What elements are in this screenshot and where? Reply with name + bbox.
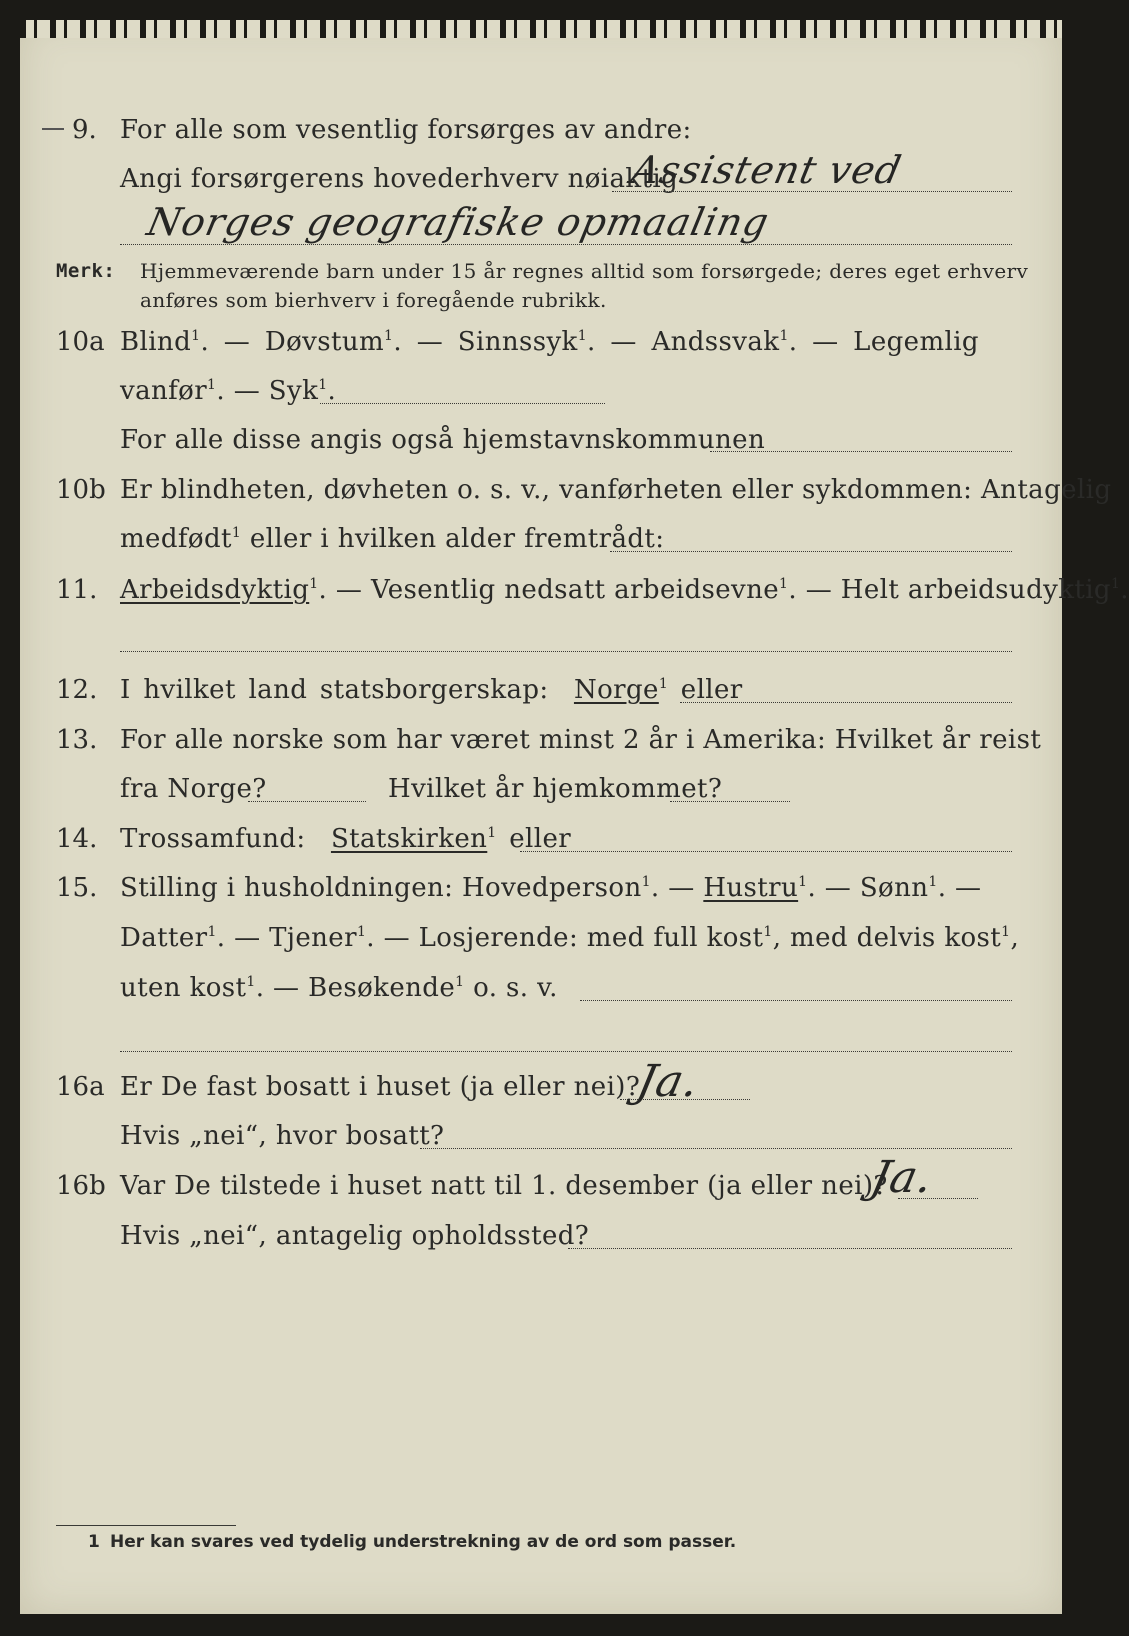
q13-line2a: fra Norge? <box>120 774 267 804</box>
q15-number: 15. <box>56 873 98 903</box>
q9-answer-line2 <box>120 244 1012 245</box>
q12-norge-underlined: Norge <box>573 675 659 705</box>
q12-line: I hvilket land statsborgerskap: Norge$^1$ eller <box>120 675 743 705</box>
q15-answer-line1 <box>580 1000 1012 1001</box>
q16a-line2: Hvis „nei“, hvor bosatt? <box>120 1121 445 1151</box>
q15-line1: Stilling i husholdningen: Hovedperson$^1$. — Hustru$^1$. — Sønn$^1$. — <box>120 873 982 903</box>
q16b-number: 16b <box>56 1171 106 1201</box>
q15-line2: Datter$^1$. — Tjener$^1$. — Losjerende: med full kost$^1$, med delvis kost$^1$, <box>120 923 1020 953</box>
q14-number: 14. <box>56 824 98 854</box>
q15-line3: uten kost$^1$. — Besøkende$^1$ o. s. v. <box>120 973 558 1003</box>
q10b-answer-line <box>610 551 1012 552</box>
q16b-line1: Var De tilstede i huset natt til 1. desember (ja eller nei)? <box>120 1171 888 1201</box>
q14-statskirken-underlined: Statskirken <box>330 824 488 854</box>
q15-hustru-underlined: Hustru <box>703 873 799 903</box>
footnote-text: Her kan svares ved tydelig understrekning av de ord som passer. <box>110 1532 737 1552</box>
footnote-number: 1 <box>88 1532 100 1552</box>
q14-answer-line <box>520 851 1012 852</box>
q10b-line1: Er blindheten, døvheten o. s. v., vanførheten eller sykdommen: Antagelig <box>120 475 1112 505</box>
q16a-number: 16a <box>56 1072 105 1102</box>
q10a-hjemstavn-line <box>710 451 1012 452</box>
q16a-handwritten-answer: Ja. <box>632 1056 705 1107</box>
q10a-syk-line <box>320 403 605 404</box>
q11-arbeidsdyktig-underlined: Arbeidsdyktig <box>120 575 310 605</box>
q12-number: 12. <box>56 675 98 705</box>
census-form-page <box>20 20 1129 1614</box>
q11-answer-line <box>120 651 1012 652</box>
q9-number: 9. <box>72 115 97 145</box>
q10a-line3: For alle disse angis også hjemstavnskommunen <box>120 425 766 455</box>
q9-handwritten-answer1: Assistent ved <box>627 148 906 192</box>
merk-line1: Hjemmeværende barn under 15 år regnes alltid som forsørgede; deres eget erhverv <box>140 259 1029 283</box>
q16b-opholdssted-line <box>568 1248 1012 1249</box>
q15-answer-line2 <box>120 1051 1012 1052</box>
q14-line: Trossamfund: Statskirken$^1$ eller <box>120 824 572 854</box>
q11-number: 11. <box>56 575 98 605</box>
q16a-line1: Er De fast bosatt i huset (ja eller nei)? <box>120 1072 641 1102</box>
q13-line1: For alle norske som har været minst 2 år i Amerika: Hvilket år reist <box>120 725 1042 755</box>
q9-handwritten-answer2: Norges geografiske opmaaling <box>143 200 774 244</box>
q13-line2b: Hvilket år hjemkommet? <box>388 774 723 804</box>
merk-label: Merk: <box>56 260 116 282</box>
merk-line2: anføres som bierhverv i foregående rubrikk. <box>140 288 607 312</box>
q11-line: Arbeidsdyktig$^1$. — Vesentlig nedsatt arbeidsevne$^1$. — Helt arbeidsudyktig$^1$. <box>120 575 1129 605</box>
q10a-number: 10a <box>56 327 105 357</box>
q13-reist-line <box>248 801 366 802</box>
q9-line1: For alle som vesentlig forsørges av andre: <box>120 115 692 145</box>
q13-number: 13. <box>56 725 98 755</box>
q16a-bosatt-line <box>420 1148 1012 1149</box>
q12-answer-line <box>680 702 1012 703</box>
footnote-rule <box>56 1525 236 1526</box>
q10a-line2: vanfør$^1$. — Syk$^1$. <box>120 376 337 406</box>
q13-hjemkommet-line <box>670 801 790 802</box>
q10b-number: 10b <box>56 475 106 505</box>
pencil-tick-mark <box>42 128 64 130</box>
q10b-line2: medfødt$^1$ eller i hvilken alder fremtrådt: <box>120 524 665 554</box>
q9-line2: Angi forsørgerens hovederhverv nøiaktig <box>120 164 679 194</box>
q10a-line1: Blind$^1$. — Døvstum$^1$. — Sinnssyk$^1$. — Andssvak$^1$. — Legemlig <box>120 327 979 357</box>
torn-top-edge <box>20 20 1062 38</box>
q16b-line2: Hvis „nei“, antagelig opholdssted? <box>120 1221 590 1251</box>
q16b-handwritten-answer: Ja. <box>866 1152 939 1203</box>
